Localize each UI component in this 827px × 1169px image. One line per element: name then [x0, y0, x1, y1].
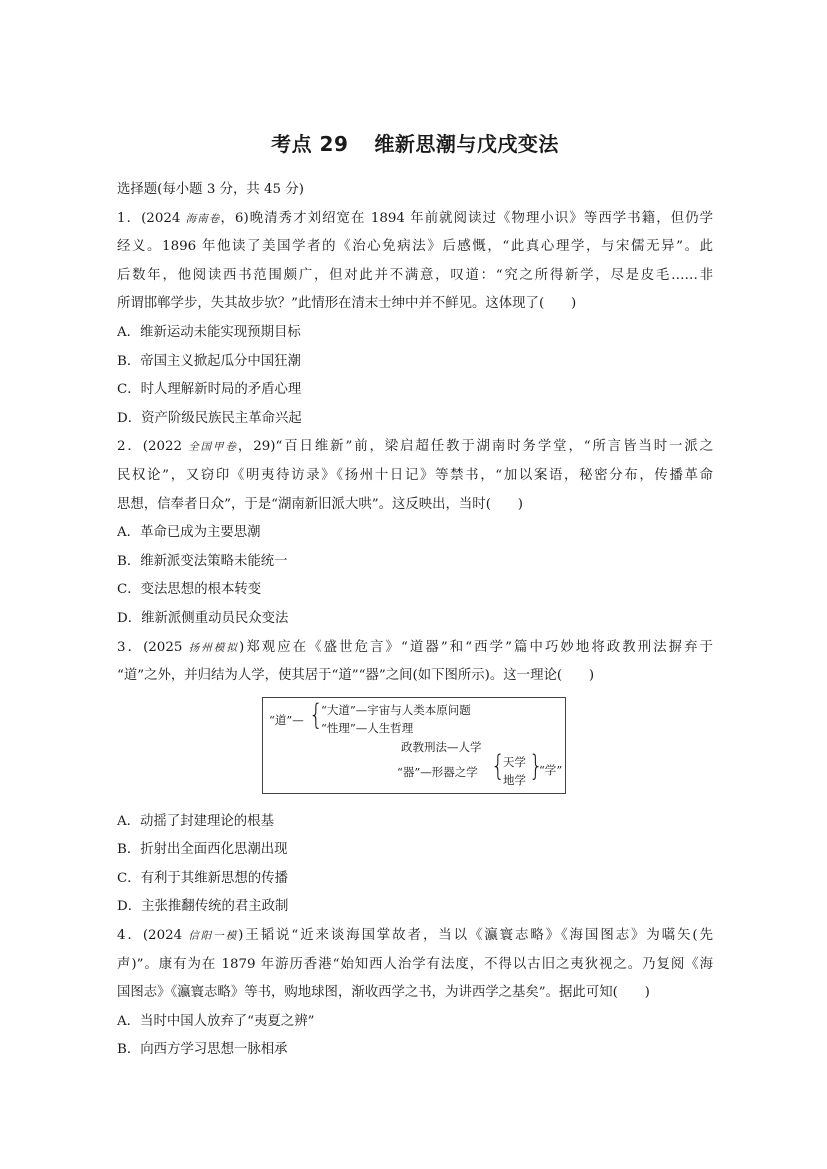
question-3-line-1	[117, 634, 713, 663]
diagram-xue: “学”	[539, 762, 563, 777]
brace-icon: {	[491, 749, 505, 783]
dao-qi-diagram-wrapper	[117, 697, 713, 802]
page-title	[117, 128, 713, 157]
option-a[interactable]: A．当时中国人放弃了“夷夏之辨”	[117, 1013, 315, 1029]
option-c[interactable]: C．变法思想的根本转变	[117, 582, 262, 598]
diagram-dadao: “大道”—宇宙与人类本原问题	[321, 702, 471, 717]
question-text: 晚清秀才刘绍宽在 1894 年前就阅读过《物理小识》等西学书籍，但仍学	[248, 210, 713, 226]
title-text: 维新思潮与戊戌变法	[374, 132, 559, 156]
question-1-line-3: 后数年，他阅读西书范围颇广，但对此并不满意，叹道：“究之所得新学，尽是皮毛……非	[117, 267, 713, 283]
question-1	[117, 205, 713, 434]
source-close: )	[238, 928, 244, 944]
option-d[interactable]: D．资产阶级民族民主革命兴起	[117, 410, 302, 426]
question-4-line-2: 声)”。康有为在 1879 年游历香港“始知西人治学有法度，不得以古旧之夷狄视之。乃复阅《海	[117, 956, 713, 972]
question-3-line-2: “道”之外，并归结为人学，使其居于“道”“器”之间(如下图所示)。这一理论( )	[117, 668, 595, 684]
option-b[interactable]: B．向西方学习思想一脉相承	[117, 1042, 288, 1058]
source-close: ，6)	[220, 210, 249, 226]
option-b[interactable]: B．维新派变法策略未能统一	[117, 553, 288, 569]
option-c[interactable]: C．时人理解新时局的矛盾心理	[117, 382, 302, 398]
question-2-line-3: 思想，信奉者日众”，于是“湖南新旧派大哄”。这反映出，当时( )	[117, 496, 523, 512]
question-4-line-1	[117, 922, 713, 951]
question-2	[117, 433, 713, 633]
diagram-qi: “器”—形器之学	[397, 764, 478, 779]
source-open: (2024	[141, 210, 186, 226]
option-b[interactable]: B．帝国主义掀起瓜分中国狂潮	[117, 353, 301, 369]
question-1-line-1	[117, 205, 713, 234]
question-text: “百日维新”前，梁启超任教于湖南时务学堂，“所言皆当时一派之	[275, 439, 713, 455]
dao-qi-diagram	[262, 697, 566, 794]
question-text: 王韬说“近来谈海国掌故者，当以《瀛寰志略》《海国图志》为嚆矢(先	[243, 928, 713, 944]
source-name: 海南卷	[185, 212, 221, 225]
brace-icon: {	[309, 698, 323, 732]
diagram-xingli: “性理”—人生哲理	[321, 720, 414, 735]
question-4-line-3: 国图志》《瀛寰志略》等书，购地球图，渐收西学之书，为讲西学之基矣”。据此可知( )	[117, 985, 650, 1001]
brace-close-icon: }	[529, 749, 543, 783]
source-open: (2022	[142, 439, 189, 455]
diagram-dao: “道”—	[269, 712, 304, 727]
diagram-dixue: 地学	[503, 772, 526, 787]
question-2-line-2: 民权论”，又窃印《明夷待访录》《扬州十日记》等禁书，“加以案语，秘密分布，传播革命	[117, 467, 713, 483]
diagram-zhengjiao: 政教刑法—人学	[401, 739, 482, 754]
question-1-line-4: 所谓邯郸学步，失其故步欤？”此情形在清末士绅中并不鲜见。这体现了( )	[117, 296, 577, 312]
diagram-tianxue: 天学	[503, 754, 526, 769]
option-a[interactable]: A．维新运动未能实现预期目标	[117, 324, 301, 340]
option-d[interactable]: D．主张推翻传统的君主政制	[117, 899, 289, 915]
option-a[interactable]: A．革命已成为主要思潮	[117, 525, 261, 541]
title-prefix: 考点 29	[271, 132, 349, 156]
question-4	[117, 922, 713, 1065]
source-open: (2024	[142, 928, 189, 944]
source-close: ，29)	[237, 439, 276, 455]
source-open: (2025	[143, 639, 189, 655]
question-3	[117, 634, 713, 923]
option-c[interactable]: C．有利于其维新思想的传播	[117, 870, 288, 886]
question-2-line-1	[117, 433, 713, 462]
source-name: 信阳一模	[188, 930, 239, 943]
question-number: 2．	[117, 439, 143, 455]
question-text: 郑观应在《盛世危言》“道器”和“西学”篇中巧妙地将政教刑法摒弃于	[244, 639, 713, 655]
source-name: 扬州模拟	[188, 641, 240, 654]
question-number: 1．	[117, 210, 142, 226]
option-d[interactable]: D．维新派侧重动员民众变法	[117, 610, 289, 626]
option-a[interactable]: A．动摇了封建理论的根基	[117, 813, 274, 829]
question-content	[117, 176, 713, 1065]
source-close: )	[239, 639, 245, 655]
question-number: 4．	[117, 928, 143, 944]
section-heading: 选择题(每小题 3 分，共 45 分)	[117, 182, 304, 197]
question-number: 3．	[117, 639, 144, 655]
option-b[interactable]: B．折射出全面西化思潮出现	[117, 842, 288, 858]
source-name: 全国甲卷	[188, 441, 238, 454]
question-1-line-2: 经义。1896 年他读了美国学者的《治心免病法》后感慨，“此真心理学，与宋儒无异”。此	[117, 239, 713, 255]
